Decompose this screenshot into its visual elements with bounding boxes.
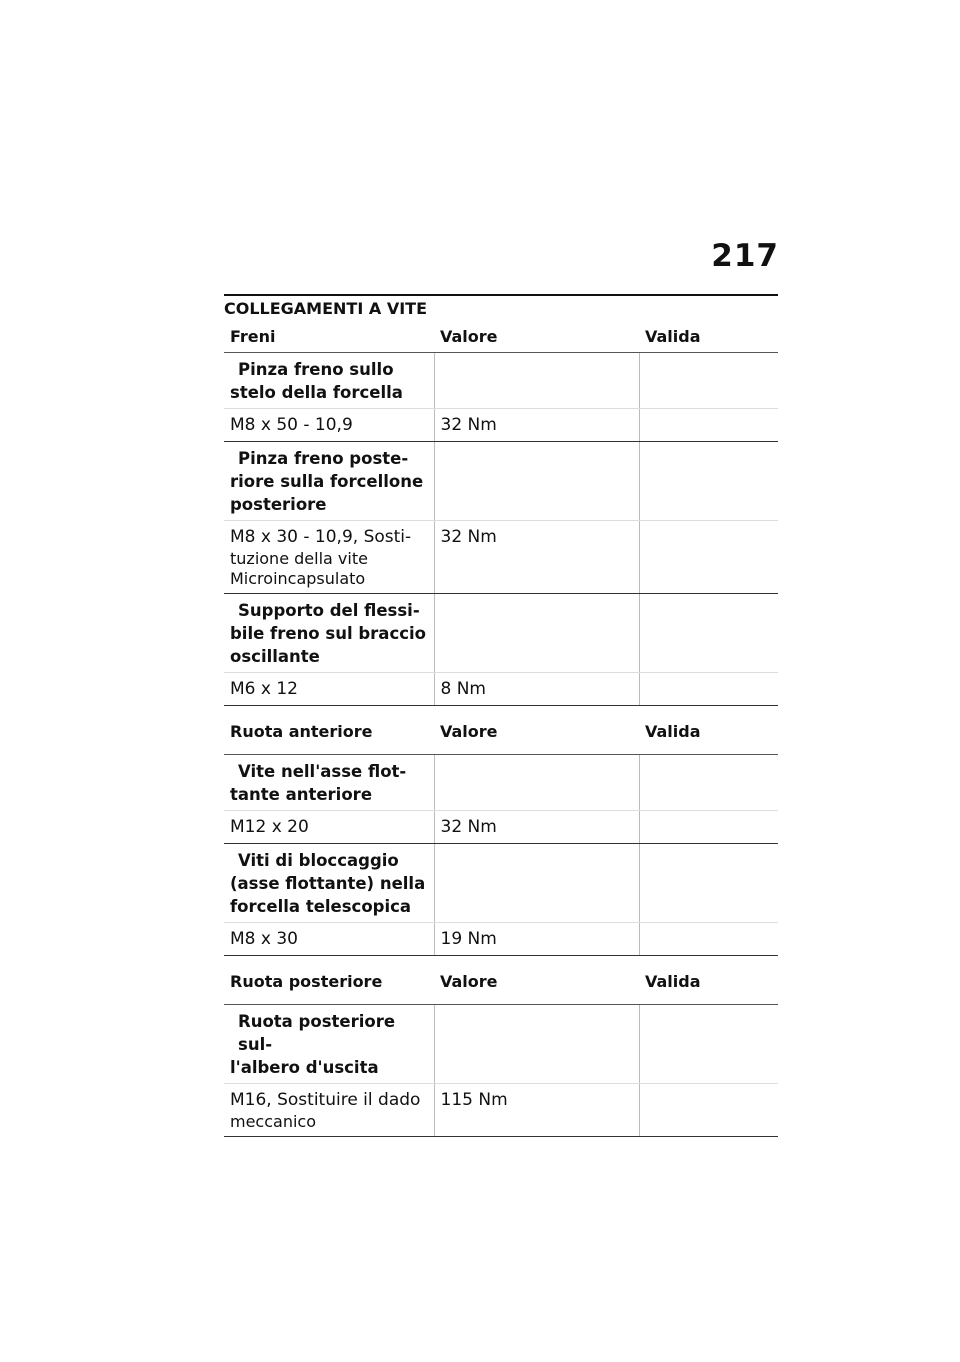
description-line: Vite nell'asse flot-: [238, 762, 407, 781]
description-cell: [224, 755, 434, 811]
column-header: Ruota anteriore: [224, 706, 434, 755]
section-title: COLLEGAMENTI A VITE: [224, 299, 427, 318]
brakes-table: [224, 321, 778, 706]
description-line: Pinza freno sullo: [238, 360, 394, 379]
valid-cell: [639, 521, 778, 594]
description-cell: [224, 844, 434, 923]
description-line: tante anteriore: [230, 785, 373, 804]
torque-cell: 32 Nm: [434, 521, 639, 594]
description-line: Ruota posteriore sul-: [238, 1012, 396, 1054]
description-cell: [224, 353, 434, 409]
column-header: Valida: [639, 321, 778, 353]
table-header-row: [224, 956, 778, 1005]
table-row: [224, 442, 778, 521]
column-header: Valida: [639, 956, 778, 1005]
column-header: Valore: [434, 706, 639, 755]
rear-wheel-table: [224, 956, 778, 1137]
description-line: posteriore: [230, 495, 327, 514]
table-header-row: [224, 321, 778, 353]
table-row: [224, 521, 778, 594]
screw-connections-content: [224, 294, 778, 1137]
spec-cell: M8 x 50 - 10,9: [224, 409, 434, 442]
column-header: Freni: [224, 321, 434, 353]
torque-cell: 32 Nm: [434, 811, 639, 844]
description-line: l'albero d'uscita: [230, 1058, 379, 1077]
spec-line: M8 x 30 - 10,9, Sosti-: [230, 527, 412, 547]
spec-line: M16, Sostituire il dado: [230, 1090, 421, 1110]
spec-line: meccanico: [230, 1112, 316, 1131]
table-header-row: [224, 706, 778, 755]
valid-cell: [639, 409, 778, 442]
table-row: [224, 673, 778, 706]
description-cell: [224, 1005, 434, 1084]
description-cell: [224, 442, 434, 521]
description-line: riore sulla forcellone: [230, 472, 424, 491]
torque-cell: 115 Nm: [434, 1084, 639, 1137]
description-line: oscillante: [230, 647, 320, 666]
spec-cell: [224, 1084, 434, 1137]
table-row: [224, 755, 778, 811]
column-header: Valida: [639, 706, 778, 755]
spec-line: Microincapsulato: [230, 569, 366, 588]
column-header: Ruota posteriore: [224, 956, 434, 1005]
description-line: (asse flottante) nella: [230, 874, 426, 893]
description-line: Supporto del flessi-: [238, 601, 420, 620]
spec-cell: [224, 521, 434, 594]
description-line: forcella telescopica: [230, 897, 412, 916]
page-number: 217: [711, 238, 779, 274]
spec-line: tuzione della vite: [230, 549, 368, 568]
table-row: [224, 594, 778, 673]
spec-cell: M6 x 12: [224, 673, 434, 706]
torque-cell: 32 Nm: [434, 409, 639, 442]
description-cell: [224, 594, 434, 673]
valid-cell: [639, 1084, 778, 1137]
valid-cell: [639, 923, 778, 956]
description-line: bile freno sul braccio: [230, 624, 426, 643]
front-wheel-table: [224, 706, 778, 956]
valid-cell: [639, 673, 778, 706]
table-row: [224, 1005, 778, 1084]
table-row: [224, 923, 778, 956]
torque-cell: 19 Nm: [434, 923, 639, 956]
column-header: Valore: [434, 321, 639, 353]
description-line: Pinza freno poste-: [238, 449, 409, 468]
column-header: Valore: [434, 956, 639, 1005]
table-row: [224, 409, 778, 442]
spec-cell: M12 x 20: [224, 811, 434, 844]
table-row: [224, 844, 778, 923]
table-row: [224, 1084, 778, 1137]
table-row: [224, 353, 778, 409]
valid-cell: [639, 811, 778, 844]
torque-cell: 8 Nm: [434, 673, 639, 706]
spec-cell: M8 x 30: [224, 923, 434, 956]
description-line: stelo della forcella: [230, 383, 403, 402]
description-line: Viti di bloccaggio: [238, 851, 399, 870]
table-row: [224, 811, 778, 844]
